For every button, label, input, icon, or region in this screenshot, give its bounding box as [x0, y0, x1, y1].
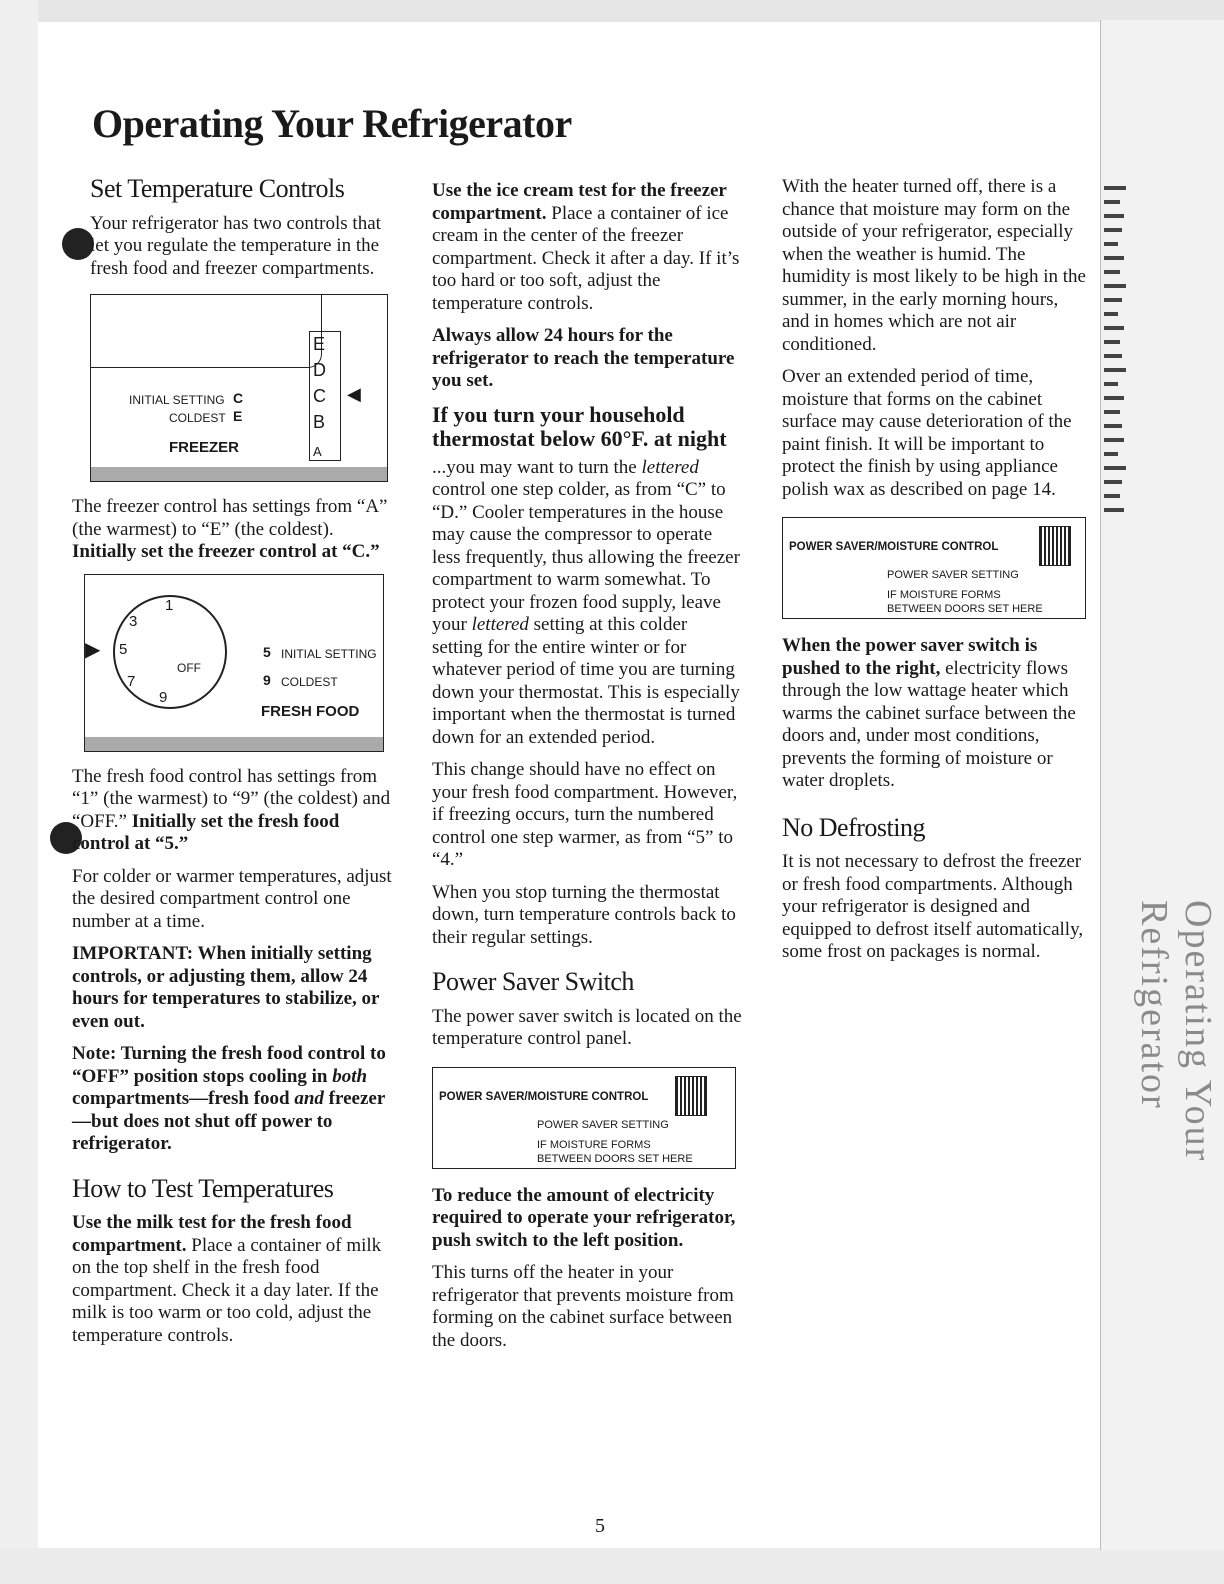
freezer-panel-recess	[91, 295, 322, 368]
freezer-settings-text: The freezer control has settings from “A” (the warmest) to “E” (the coldest). Initially set the freezer control at “C.”	[72, 496, 388, 562]
switch-located-text: The power saver switch is located on the temperature control panel.	[432, 1005, 742, 1049]
dial-mark-1: 1	[165, 596, 174, 614]
heading-set-temperature-controls: Set Temperature Controls	[90, 174, 345, 203]
fresh-coldest-label: COLDEST	[281, 674, 338, 689]
heading-reduce-electricity: To reduce the amount of electricity required to operate your refrigerator, push switch to the left position.	[432, 1184, 736, 1251]
between-doors-label: BETWEEN DOORS SET HERE	[537, 1152, 693, 1165]
ice-cream-test-text: Use the ice cream test for the freezer compartment. Place a container of ice cream in the center of the freezer compartment. Check it after a day. If it’s too hard or too soft, adjust the temperature controls.	[432, 180, 740, 314]
panel-shade	[85, 737, 383, 751]
extended-period-text: Over an extended period of time, moisture that forms on the cabinet surface may cause deterioration of the paint finish. It will be important to protect the finish by using appliance polish wax as described on page 14.	[782, 366, 1072, 500]
freezer-initial-value: C	[233, 390, 244, 406]
dial-mark-7: 7	[127, 672, 136, 690]
scan-edge-top	[0, 0, 1224, 22]
power-panel-title: POWER SAVER/MOISTURE CONTROL	[439, 1090, 649, 1103]
freezer-setting-e: E	[313, 334, 326, 354]
power-saver-setting-label: POWER SAVER SETTING	[537, 1118, 669, 1131]
freezer-setting-a: A	[313, 444, 322, 459]
stop-turning-text: When you stop turning the thermostat down, turn temperature controls back to their regular settings.	[432, 881, 736, 948]
between-doors-label: BETWEEN DOORS SET HERE	[887, 603, 1043, 615]
panel-shade	[91, 467, 387, 481]
dial-mark-9: 9	[159, 688, 168, 706]
side-tab-marks	[1104, 186, 1144, 522]
freezer-coldest-value: E	[233, 408, 243, 424]
moisture-forms-label: IF MOISTURE FORMS	[537, 1138, 651, 1151]
freezer-control-panel	[90, 294, 388, 482]
column-left	[72, 174, 392, 1357]
switch-right-text: When the power saver switch is pushed to the right, electricity flows through the low wattage heater which warms the cabinet surface between the doors and, under most conditions, prevents the forming of moisture or water droplets.	[782, 635, 1076, 791]
note-text: Note: Turning the fresh food control to “OFF” position stops cooling in both compartments—fresh food and freezer—but does not shut off power to refrigerator.	[72, 1043, 386, 1154]
page-number: 5	[595, 1515, 605, 1537]
fresh-initial-value: 5	[263, 643, 271, 660]
column-right	[782, 176, 1087, 974]
power-saver-panel	[432, 1067, 736, 1169]
fresh-settings-text: The fresh food control has settings from “1” (the warmest) to “9” (the coldest) and “OFF.” Initially set the fresh food control at “5.”	[72, 765, 391, 854]
power-saver-setting-label: POWER SAVER SETTING	[887, 569, 1019, 581]
scan-edge-bottom	[0, 1548, 1224, 1584]
allow-24-hours-text: Always allow 24 hours for the refrigerator to reach the temperature you set.	[432, 325, 735, 391]
pointer-icon: ▶	[85, 638, 101, 661]
power-saver-switch-icon	[1039, 526, 1071, 566]
page-title: Operating Your Refrigerator	[92, 101, 572, 146]
dial-mark-off: OFF	[177, 660, 201, 675]
milk-test-text: Use the milk test for the fresh food compartment. Place a container of milk on the top shelf in the fresh food compartment. Check it a day later. If the milk is too warm or too cold, adjust the temperature controls.	[72, 1212, 382, 1346]
thermostat-text: ...you may want to turn the lettered control one step colder, as from “C” to “D.” Cooler temperatures in the house may cause the compressor to operate less frequently, thus allowing the freezer compartment to warm somewhat. To protect your frozen food supply, leave your lettered setting at this colder setting for the entire winter or for whatever period of time you are turning down your thermostat. This is especially important when the thermostat is turned down for an extended period.	[432, 456, 740, 748]
heading-power-saver-switch: Power Saver Switch	[432, 967, 634, 996]
freezer-setting-c: C	[313, 386, 326, 406]
heading-test-temperatures: How to Test Temperatures	[72, 1173, 334, 1203]
fresh-initial-label: INITIAL SETTING	[281, 646, 377, 661]
heading-no-defrosting: No Defrosting	[782, 812, 925, 842]
power-saver-switch-icon	[675, 1076, 707, 1116]
fresh-food-label: FRESH FOOD	[261, 702, 360, 720]
moisture-forms-label: IF MOISTURE FORMS	[887, 589, 1001, 601]
pointer-icon: ◀	[347, 384, 361, 404]
scan-edge-left	[0, 0, 38, 1584]
heater-off-text: With the heater turned off, there is a chance that moisture may form on the outside of your refrigerator, especially when the weather is humid. The humidity is most likely to be high in the summer, in the early morning hours, and in homes which are not air conditioned.	[782, 176, 1086, 355]
freezer-setting-b: B	[313, 412, 326, 432]
intro-text: Your refrigerator has two controls that let you regulate the temperature in the fresh food and freezer compartments.	[90, 212, 381, 279]
freezer-label: FREEZER	[169, 439, 240, 456]
turns-off-heater-text: This turns off the heater in your refrigerator that prevents moisture from forming on the cabinet surface between the doors.	[432, 1262, 734, 1351]
dial-mark-3: 3	[129, 612, 138, 630]
freezer-setting-d: D	[313, 360, 326, 380]
fresh-food-control-panel	[84, 574, 384, 752]
power-panel-title: POWER SAVER/MOISTURE CONTROL	[789, 541, 999, 553]
colder-text: For colder or warmer temperatures, adjust the desired compartment control one number at a time.	[72, 865, 392, 932]
freezer-initial-label: INITIAL SETTING	[129, 393, 225, 407]
change-effect-text: This change should have no effect on your fresh food compartment. However, if freezing occurs, turn the numbered control one step warmer, as from “5” to “4.”	[432, 759, 738, 870]
freezer-coldest-label: COLDEST	[169, 411, 226, 425]
no-defrosting-text: It is not necessary to defrost the freezer or fresh food compartments. Although your refrigerator is designed and equipped to defrost itself automatically, some frost on packages is normal.	[782, 851, 1084, 962]
side-tab-title: Operating Your Refrigerator	[1133, 900, 1219, 1163]
power-saver-panel-right	[782, 517, 1086, 619]
column-middle	[432, 180, 742, 1362]
important-text: IMPORTANT: When initially setting controls, or adjusting them, allow 24 hours for temperatures to stabilize, or even out.	[72, 943, 380, 1032]
dial-mark-5: 5	[119, 640, 128, 658]
fresh-coldest-value: 9	[263, 671, 271, 688]
heading-thermostat: If you turn your household thermostat below 60°F. at night	[432, 401, 727, 451]
